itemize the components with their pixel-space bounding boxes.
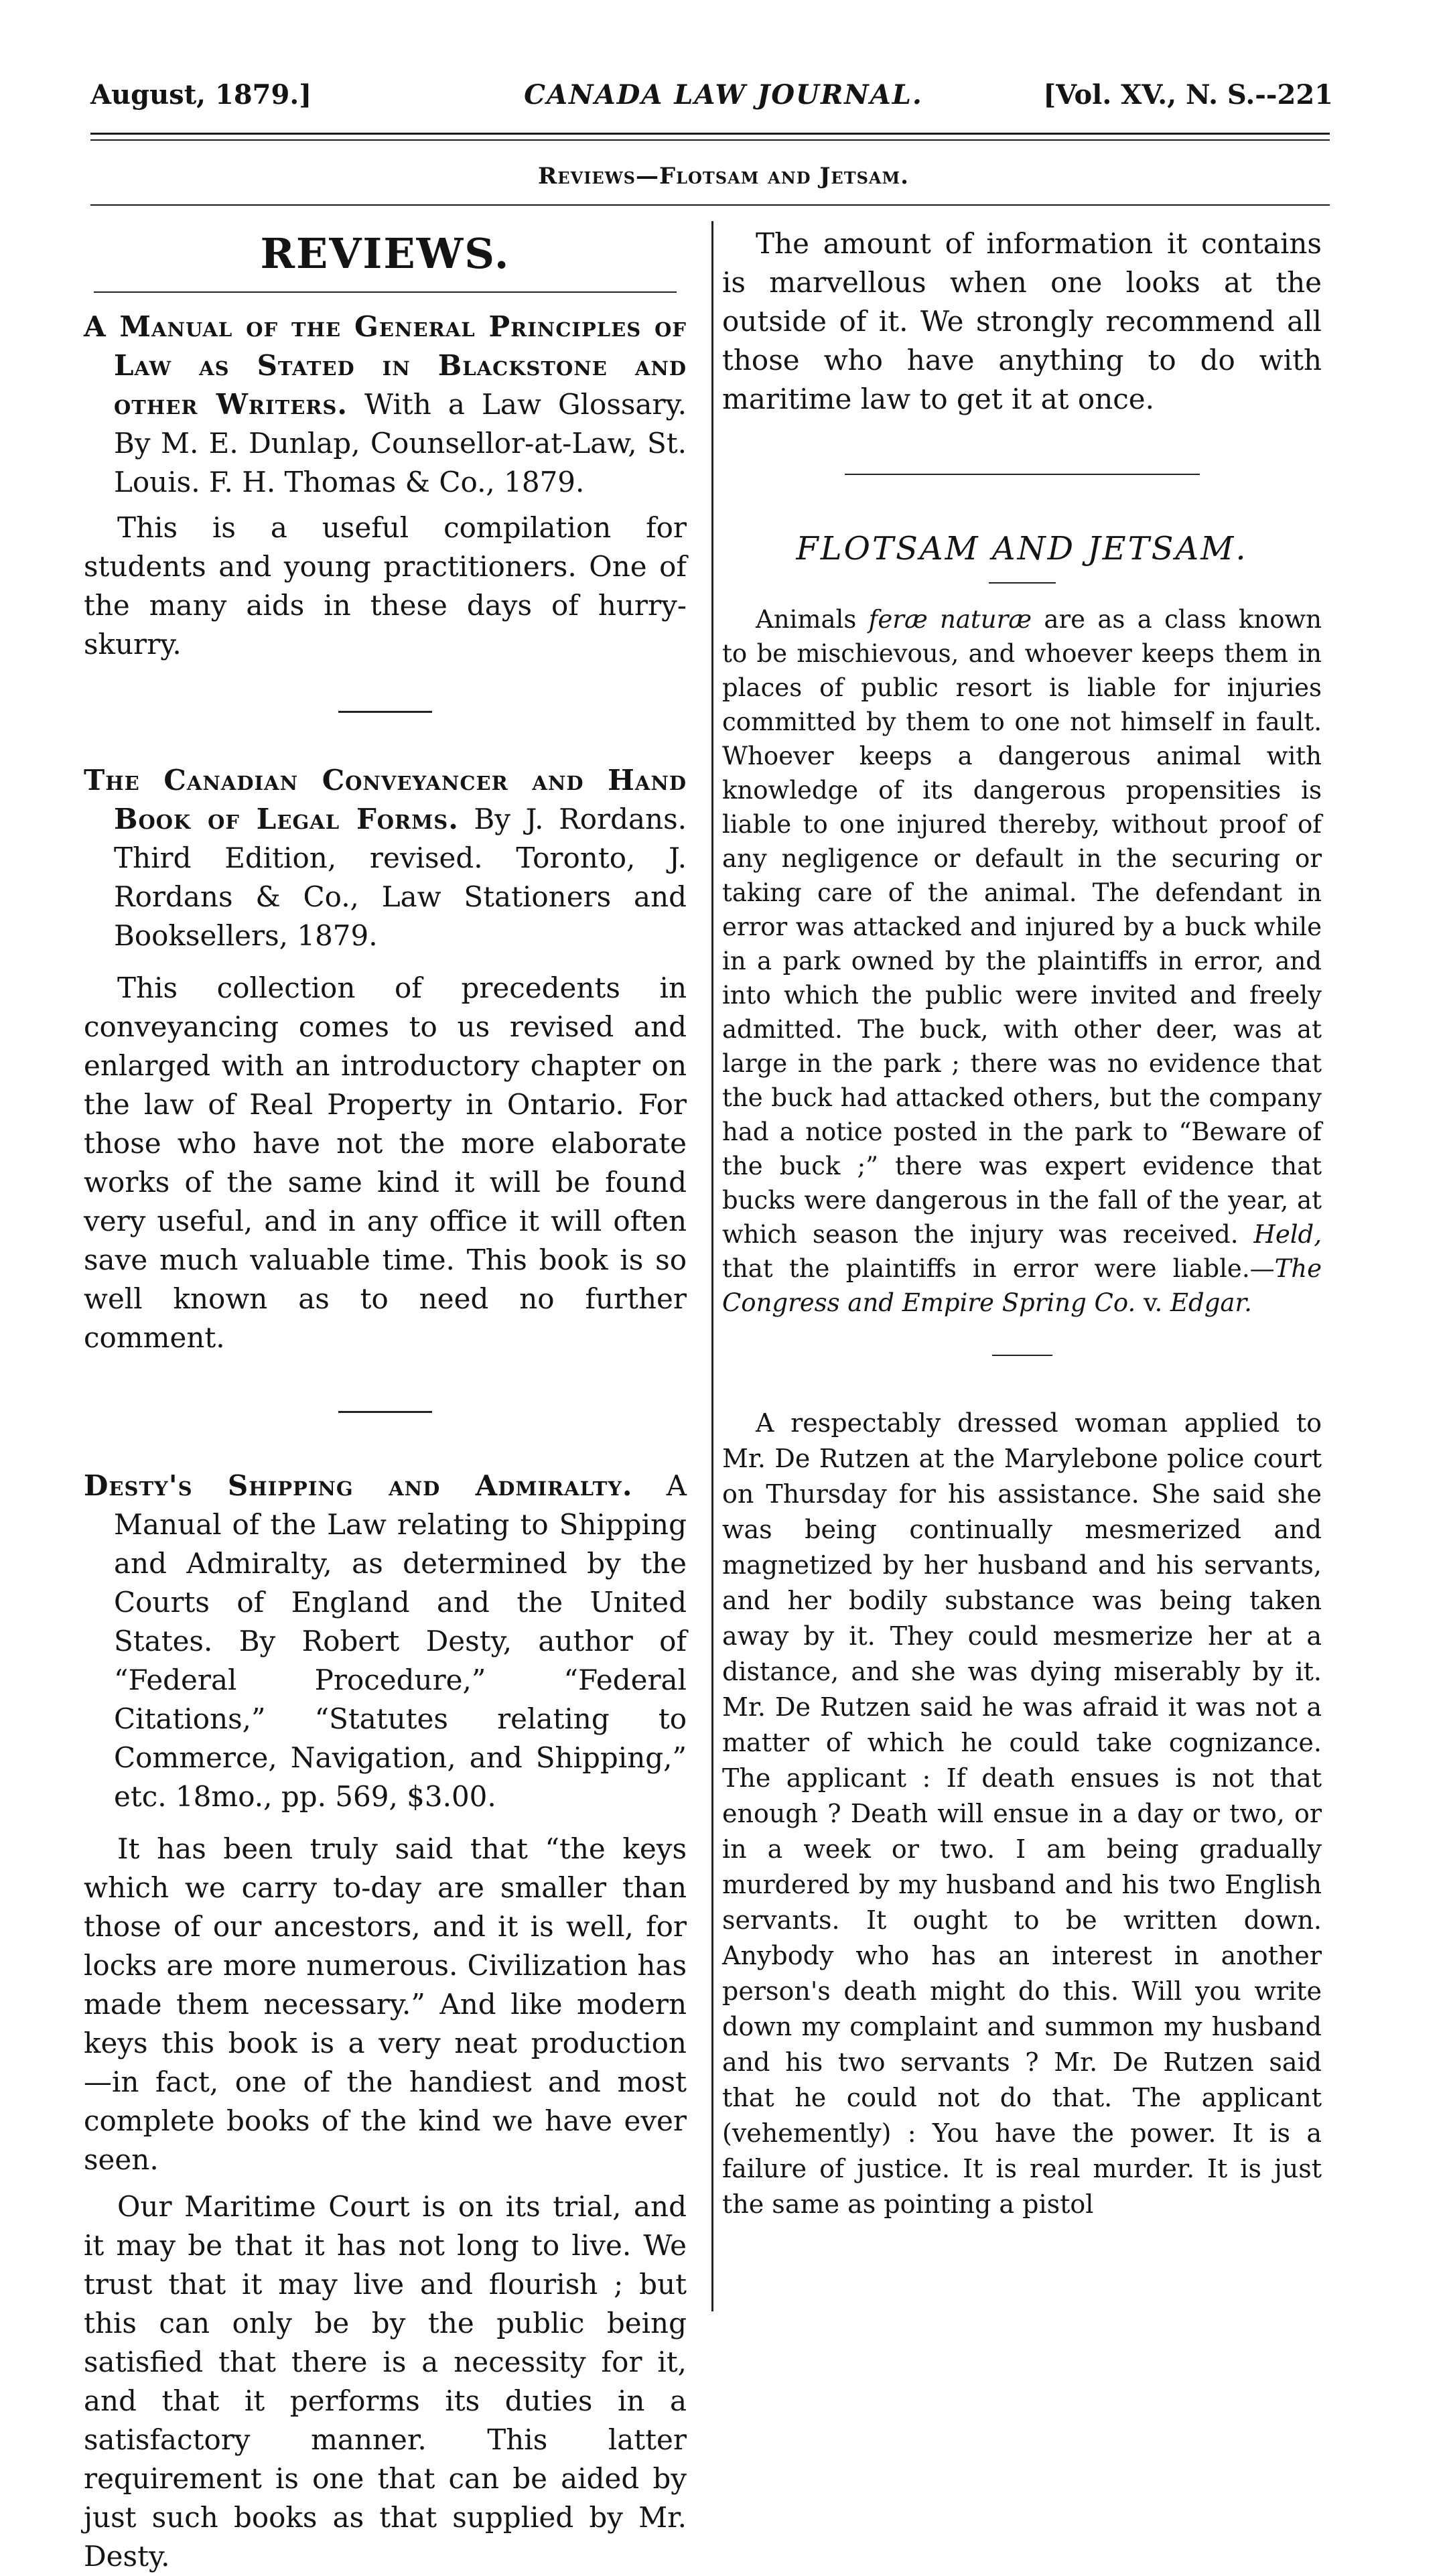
flotsam-p1-start: Animals <box>756 605 869 634</box>
review-2-heading <box>84 761 687 955</box>
review-1-title: A Manual of the General Principles of Law as Stated in Blackstone and other Writers. <box>84 310 687 421</box>
review-separator-1 <box>338 711 432 713</box>
review-3-paragraph-3: The amount of information it contains is marvellous when one looks at the outside of it. We strongly recommend all those who have anything to do with maritime law to get it at once. <box>722 227 1322 415</box>
review-2-title: The Canadian Conveyancer and Hand Book of Legal Forms. <box>84 764 687 835</box>
reviews-title-rule <box>94 291 677 293</box>
right-column <box>722 224 1322 2222</box>
flotsam-p1-latin: feræ naturæ <box>868 605 1032 634</box>
left-column <box>84 224 687 2576</box>
review-2-details: By J. Rordans. Third Edition, revised. Toronto, J. Rordans & Co., Law Stationers and Booksellers, 1879. <box>114 803 687 952</box>
review-separator-2 <box>338 1411 432 1413</box>
review-1-details: With a Law Glossary. By M. E. Dunlap, Counsellor-at-Law, St. Louis. F. H. Thomas & Co., 1879. <box>114 388 687 498</box>
flotsam-top-rule <box>845 474 1200 475</box>
flotsam-p1-body: are as a class known to be mischievous, and whoever keeps them in places of public resort is liable for injuries committed by them to one not himself in fault. Whoever keeps a dangerous animal with knowledge of its dangerous propensities is liable to one injured thereby, without proof of any negligence or default in the securing or taking care of the animal. The defendant in error was attacked and injured by a buck while in a park owned by the plaintiffs in error, and into which the public were invited and freely admitted. The buck, with other deer, was at large in the park ; there was no evidence that the buck had attacked others, but the company had a notice posted in the park to “Beware of the buck ;” there was expert evidence that bucks were dangerous in the fall of the year, at which season the injury was received. <box>722 605 1322 1249</box>
flotsam-paragraph-2: A respectably dressed woman applied to Mr. De Rutzen at the Marylebone police court on Thursday for his assistance. She said she was being continually mesmerized and magnetized by her husband and his servants, and her bodily substance was being taken away by it. They could mesmerize her at a distance, and she was dying miserably by it. Mr. De Rutzen said he was afraid it was not a matter of which he could take cognizance. The applicant : If death ensues is not that enough ? Death will ensue in a day or two, or in a week or two. I am being gradually murdered by my husband and his two English servants. It ought to be written down. Anybody who has an interest in another person's death might do this. Will you write down my complaint and summon my husband and his two servants ? Mr. De Rutzen said that he could not do that. The applicant (vehemently) : You have the power. It is a failure of justice. It is real murder. It is just the same as pointing a pistol <box>722 1408 1322 2219</box>
review-2-paragraph: This collection of precedents in conveyancing comes to us revised and enlarged with an introductory chapter on the law of Real Property in Ontario. For those who have not the more elaborate works of the same kind it will be found very useful, and in any office it will often save much valuable time. This book is so well known as to need no further comment. <box>84 971 687 1354</box>
section-subheader: Reviews—Flotsam and Jetsam. <box>538 163 909 190</box>
flotsam-p1-v: v. <box>1135 1288 1171 1317</box>
column-divider <box>711 221 713 2311</box>
review-3-details: A Manual of the Law relating to Shipping and Admiralty, as determined by the Courts of England and the United States. By Robert Desty, author of “Federal Procedure,” “Federal Citations,” “Statutes relating to Commerce, Navigation, and Shipping,” etc. 18mo., pp. 569, $3.00. <box>114 1469 687 1813</box>
subheader-rule <box>90 204 1330 206</box>
flotsam-title-rule <box>989 582 1056 584</box>
header-journal-title: CANADA LAW JOURNAL. <box>524 79 923 111</box>
review-1-paragraph: This is a useful compilation for students and young practitioners. One of the many aids in these days of hurry-skurry. <box>84 511 687 661</box>
flotsam-paragraph-1 <box>722 602 1322 1320</box>
reviews-title: REVIEWS. <box>260 229 510 278</box>
flotsam-p1-held-rest: that the plaintiffs in error were liable.— <box>722 1254 1275 1283</box>
header-volume: [Vol. XV., N. S.--221 <box>1043 79 1333 111</box>
flotsam-title: FLOTSAM AND JETSAM. <box>796 530 1248 567</box>
flotsam-p1-case-2: Edgar. <box>1170 1288 1252 1317</box>
review-1-heading <box>84 308 687 502</box>
flotsam-p1-held: Held, <box>1253 1220 1322 1249</box>
header-date: August, 1879.] <box>90 79 312 111</box>
review-3-heading <box>84 1467 687 1816</box>
review-3-paragraph-1: It has been truly said that “the keys which we carry to-day are smaller than those of our ancestors, and it is well, for locks are more numerous. Civilization has made them necessary.” And like modern keys this book is a very neat production —in fact, one of the handiest and most complete books of the kind we have ever seen. <box>84 1832 687 2176</box>
header-rule-top <box>90 133 1330 135</box>
review-3-title: Desty's Shipping and Admiralty. <box>84 1469 633 1502</box>
flotsam-p1-case: The Congress and Empire Spring Co. <box>722 1254 1322 1317</box>
header-rule-bottom <box>90 139 1330 141</box>
review-3-paragraph-2: Our Maritime Court is on its trial, and it may be that it has not long to live. We trust that it may live and flourish ; but this can only be by the public being satisfied that there is a necessity for it, and that it performs its duties in a satisfactory manner. This latter requirement is one that can be aided by just such books as that supplied by Mr. Desty. <box>84 2190 687 2573</box>
flotsam-separator <box>992 1355 1052 1356</box>
